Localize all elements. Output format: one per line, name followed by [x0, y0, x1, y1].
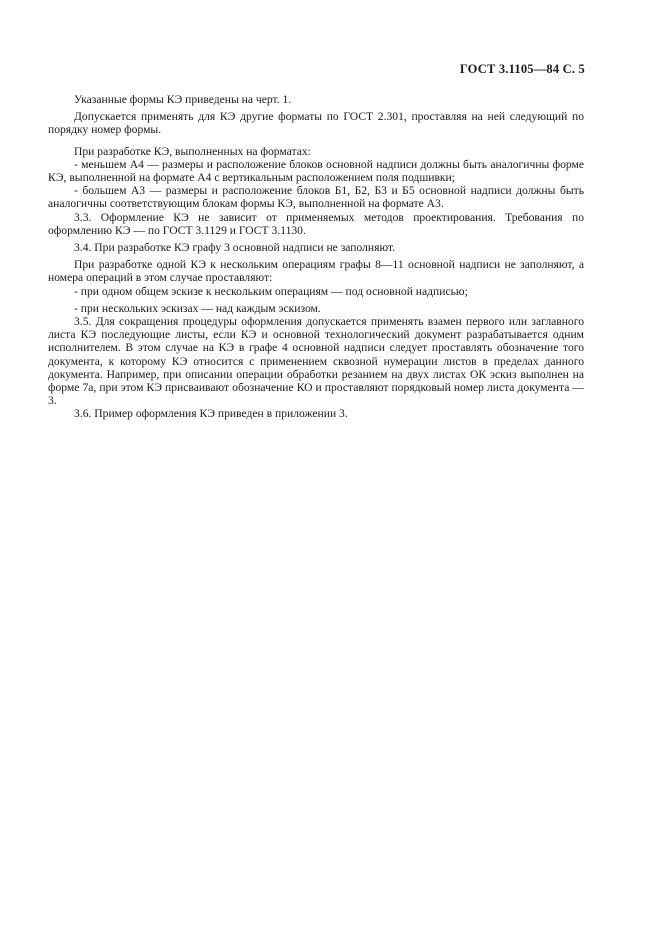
paragraph-multiple-operations: При разработке одной КЭ к нескольким операциям графы 8—11 основной надписи не заполняют, а номера операций в этом случае проставляют:	[48, 258, 584, 285]
clause-3-6: 3.6. Пример оформления КЭ приведен в приложении 3.	[74, 407, 348, 421]
list-item-common-sketch: - при одном общем эскизе к нескольким операциям — под основной надписью;	[74, 284, 468, 298]
clause-3-4: 3.4. При разработке КЭ графу 3 основной надписи не заполняют.	[74, 241, 396, 255]
clause-3-5: 3.5. Для сокращения процедуры оформления допускается применять взамен первого или заглавного листа КЭ последующие листы, если КЭ и основной технологический документ разрабатывается одним исполнителем. В этом случае на КЭ в графе 4 основной надписи следует проставлять обозначение того документа, к которому КЭ относится с применением сквозной нумерации листов в пределах данного документа. Например, при описании операции обработки резанием на двух листах ОК эскиз выполнен на форме 7а, при этом КЭ присваивают обозначение КО и проставляют порядковый номер листа документа — 3.	[48, 315, 584, 408]
list-item-several-sketches: - при нескольких эскизах — над каждым эскизом.	[74, 301, 321, 315]
clause-3-3: 3.3. Оформление КЭ не зависит от применяемых методов проектирования. Требования по оформлению КЭ — по ГОСТ 3.1129 и ГОСТ 3.1130.	[48, 210, 584, 237]
paragraph-other-formats: Допускается применять для КЭ другие форматы по ГОСТ 2.301, проставляя на ней следующий по порядку номер формы.	[48, 110, 584, 137]
paragraph-formats-intro: При разработке КЭ, выполненных на форматах:	[74, 144, 311, 158]
page-header: ГОСТ 3.1105—84 С. 5	[459, 62, 585, 76]
list-item-larger-a3: - большем А3 — размеры и расположение блоков Б1, Б2, Б3 и Б5 основной надписи должны быть аналогичны соответствующим блокам формы КЭ, выполненной на формате А3.	[48, 184, 584, 211]
document-body	[48, 93, 584, 421]
list-item-smaller-a4: - меньшем А4 — размеры и расположение блоков основной надписи должны быть аналогичны форме КЭ, выполненной на формате А4 с вертикальным расположением поля подшивки;	[48, 157, 584, 185]
paragraph-forms-reference: Указанные формы КЭ приведены на черт. 1.	[74, 93, 292, 106]
